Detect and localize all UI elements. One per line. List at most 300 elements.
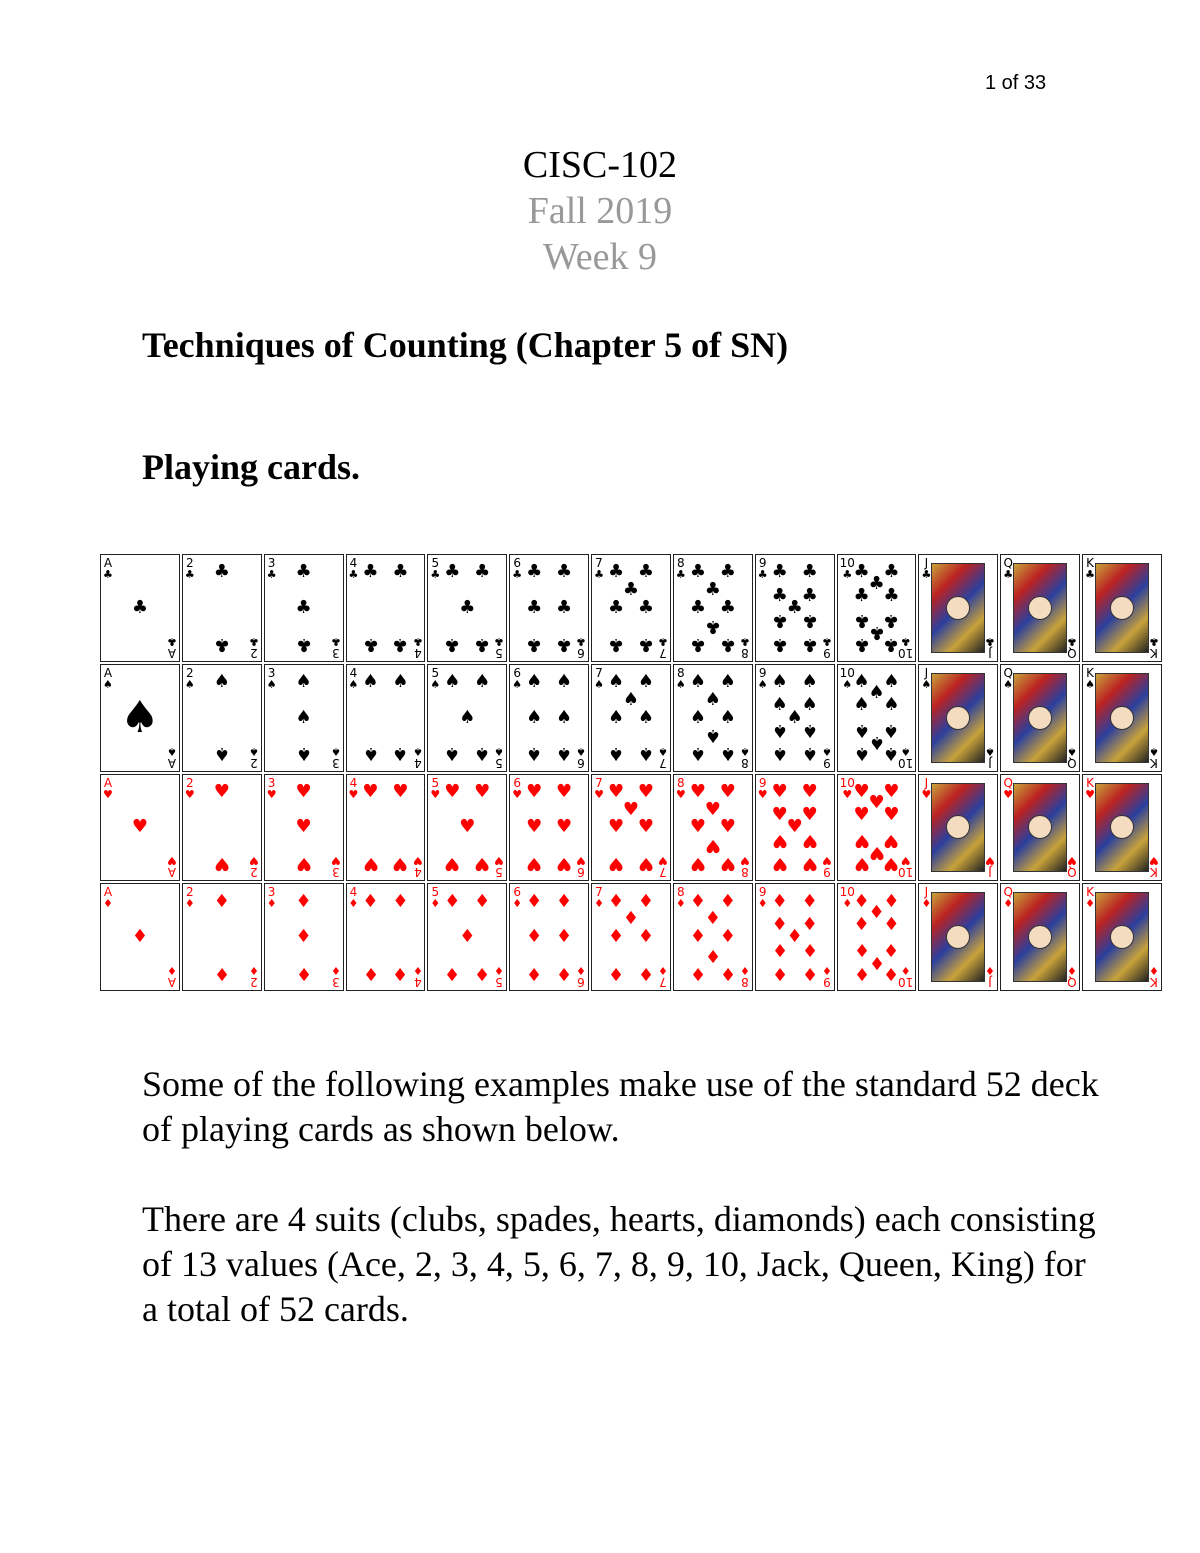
card-corner-index [1085,886,1095,910]
clubs-suit-icon: ♣ [103,568,113,581]
card-corner-index [185,777,195,801]
spades-pip-icon: ♠ [704,725,721,747]
card-pips [197,671,247,765]
diamonds-suit-icon: ♦ [494,964,505,977]
card-pips [279,561,329,655]
card-rank: K [1086,885,1095,900]
card-3-of-clubs [264,554,344,662]
card-rank: 3 [331,865,340,880]
card-rank: K [1150,755,1158,770]
card-pips [688,671,738,765]
clubs-pip-icon: ♣ [392,633,409,655]
card-rank: 4 [349,885,358,900]
card-ace-of-spades [100,664,180,772]
spades-suit-icon: ♠ [412,744,423,758]
hearts-pip-icon: ♥ [526,853,543,874]
spades-pip-icon: ♠ [853,743,870,765]
card-4-of-spades [346,664,426,772]
card-8-of-spades [673,664,753,772]
card-rank: 9 [758,665,767,680]
card-corner-index [430,886,440,910]
hearts-suit-icon: ♥ [103,787,113,801]
card-corner-index [921,886,931,910]
hearts-pip-icon: ♥ [295,853,312,874]
clubs-pip-icon: ♣ [801,610,818,632]
spades-pip-icon: ♠ [526,671,543,692]
card-corner-index [494,635,504,659]
spades-pip-icon: ♠ [801,671,818,692]
card-corner-index [512,777,522,801]
hearts-pip-icon: ♥ [459,816,476,838]
clubs-pip-icon: ♣ [607,633,625,655]
clubs-pip-icon: ♣ [853,633,870,655]
clubs-suit-icon: ♣ [900,634,911,648]
spades-pip-icon: ♠ [556,743,573,765]
clubs-pip-icon: ♣ [444,561,461,583]
hearts-pip-icon: ♥ [853,853,870,874]
card-corner-index [1067,964,1077,988]
card-pips [852,890,902,984]
hearts-suit-icon: ♥ [348,787,359,801]
card-corner-index [740,635,750,659]
card-pips [852,781,902,875]
card-corner-index [267,777,277,801]
clubs-pip-icon: ♣ [637,561,655,583]
card-pips [524,890,574,984]
card-rank: K [1150,865,1158,880]
king-face-illustration [1095,673,1149,763]
card-corner-index [740,745,750,769]
clubs-pip-icon: ♣ [295,561,312,583]
diamonds-suit-icon: ♦ [1003,897,1014,911]
diamonds-pip-icon: ♦ [883,939,900,961]
card-rank: 10 [898,755,914,770]
spades-suit-icon: ♠ [266,677,277,691]
diamonds-suit-icon: ♦ [248,964,259,977]
card-corner-index [494,964,504,988]
card-6-of-diamonds [509,883,589,991]
spades-pip-icon: ♠ [689,706,706,728]
card-rank: J [924,775,929,790]
card-corner-index [430,557,440,581]
king-face-illustration [1095,783,1149,873]
card-corner-index [676,777,686,801]
clubs-pip-icon: ♣ [719,633,736,655]
spades-pip-icon: ♠ [771,719,788,741]
card-pips [442,671,492,765]
card-rank: J [988,975,993,989]
card-7-of-clubs [591,554,671,662]
hearts-pip-icon: ♥ [444,780,461,802]
hearts-pip-icon: ♥ [853,804,870,826]
card-pips [524,561,574,655]
hearts-pip-icon: ♥ [213,853,230,874]
card-rank: 10 [839,556,855,570]
card-rank: 7 [659,645,667,660]
clubs-suit-icon: ♣ [1003,568,1014,581]
clubs-pip-icon: ♣ [556,596,573,618]
diamonds-pip-icon: ♦ [689,962,706,984]
clubs-suit-icon: ♣ [266,568,277,581]
king-face-illustration [1095,563,1149,653]
card-rank: 10 [898,645,914,660]
hearts-pip-icon: ♥ [801,780,818,802]
card-corner-index [898,854,913,878]
hearts-suit-icon: ♥ [757,787,768,801]
diamonds-pip-icon: ♦ [719,890,736,912]
spades-pip-icon: ♠ [556,671,573,692]
hearts-suit-icon: ♥ [248,854,259,868]
spades-pip-icon: ♠ [362,743,379,765]
clubs-pip-icon: ♣ [801,561,818,583]
spades-pip-icon: ♠ [883,743,900,765]
card-corner-index [103,777,113,801]
clubs-suit-icon: ♣ [348,568,359,581]
clubs-pip-icon: ♣ [883,633,900,655]
face-portrait-icon [946,815,970,839]
card-corner-index [740,854,750,878]
card-rank: 2 [249,755,258,770]
spades-pip-icon: ♠ [689,671,706,692]
card-pips [197,781,247,875]
clubs-pip-icon: ♣ [607,561,625,583]
hearts-suit-icon: ♥ [1067,854,1078,868]
face-portrait-icon [1110,706,1134,730]
card-rank: 10 [898,865,914,880]
clubs-pip-icon: ♣ [883,584,900,606]
spades-suit-icon: ♠ [900,744,911,758]
diamonds-suit-icon: ♦ [266,897,277,911]
card-corner-index [331,635,341,659]
hearts-suit-icon: ♥ [842,787,853,801]
diamonds-pip-icon: ♦ [771,939,788,961]
diamonds-pip-icon: ♦ [704,944,721,966]
hearts-suit-icon: ♥ [412,854,423,868]
diamonds-suit-icon: ♦ [985,964,996,977]
card-corner-index [822,964,832,988]
spades-pip-icon: ♠ [786,706,803,728]
clubs-suit-icon: ♣ [248,634,259,648]
jack-face-illustration [931,563,985,653]
clubs-pip-icon: ♣ [362,561,379,583]
card-rank: 4 [413,645,422,660]
card-corner-index [594,557,604,581]
card-8-of-hearts [673,774,753,882]
hearts-suit-icon: ♥ [430,787,441,801]
card-corner-index [594,777,604,801]
clubs-pip-icon: ♣ [526,633,543,655]
spades-pip-icon: ♠ [868,682,885,704]
diamonds-pip-icon: ♦ [213,890,230,912]
card-pips [770,671,820,765]
card-pips [279,890,329,984]
diamonds-pip-icon: ♦ [474,962,491,984]
card-rank: K [1150,975,1158,989]
diamonds-suit-icon: ♦ [184,897,195,911]
card-10-of-hearts [837,774,917,882]
clubs-pip-icon: ♣ [474,633,491,655]
clubs-pip-icon: ♣ [719,596,736,618]
hearts-suit-icon: ♥ [512,787,523,801]
clubs-pip-icon: ♣ [362,633,379,655]
clubs-pip-icon: ♣ [771,633,788,655]
spades-pip-icon: ♠ [801,694,818,716]
card-rank: 2 [185,665,194,680]
face-portrait-icon [1110,596,1134,620]
card-corner-index [594,667,604,691]
diamonds-pip-icon: ♦ [213,962,230,984]
diamonds-suit-icon: ♦ [330,964,341,977]
diamonds-suit-icon: ♦ [921,897,932,911]
card-rank: 5 [431,885,440,900]
card-queen-of-clubs [1000,554,1080,662]
hearts-suit-icon: ♥ [1149,854,1159,868]
clubs-pip-icon: ♣ [771,584,788,606]
king-face-illustration [1095,892,1149,982]
spades-pip-icon: ♠ [295,671,312,692]
hearts-pip-icon: ♥ [474,780,491,802]
card-corner-index [758,557,768,581]
card-corner-index [576,854,586,878]
queen-face-illustration [1013,563,1067,653]
clubs-pip-icon: ♣ [704,579,721,601]
card-corner-index [1067,635,1077,659]
card-rank: 5 [431,665,440,680]
hearts-pip-icon: ♥ [131,816,148,838]
clubs-suit-icon: ♣ [1149,634,1159,648]
spades-pip-icon: ♠ [474,743,491,765]
diamonds-pip-icon: ♦ [801,913,818,935]
card-pips [442,781,492,875]
card-rank: Q [1067,975,1077,989]
diamonds-suit-icon: ♦ [757,897,768,911]
spades-pip-icon: ♠ [556,706,573,728]
card-rank: 7 [595,556,603,570]
card-corner-index [676,557,686,581]
spades-pip-icon: ♠ [526,706,543,728]
card-rank: 3 [267,885,276,900]
spades-pip-icon: ♠ [474,671,491,692]
face-portrait-icon [1028,596,1052,620]
hearts-pip-icon: ♥ [607,780,625,802]
card-corner-index [1067,854,1077,878]
card-rank: 2 [185,556,194,570]
face-portrait-icon [946,925,970,949]
card-7-of-diamonds [591,883,671,991]
card-rank: 2 [249,645,258,660]
card-rank: A [167,645,177,660]
card-corner-index [103,557,113,581]
card-rank: J [988,645,993,660]
card-corner-index [1149,964,1159,988]
card-rank: A [103,665,113,680]
card-rank: 6 [513,885,521,900]
diamonds-pip-icon: ♦ [853,913,870,935]
card-rank: Q [1067,865,1077,880]
card-corner-index [921,667,931,691]
card-corner-index [267,667,277,691]
card-rank: 9 [758,775,767,790]
hearts-pip-icon: ♥ [526,780,543,802]
clubs-suit-icon: ♣ [842,568,853,581]
clubs-suit-icon: ♣ [166,634,177,648]
hearts-suit-icon: ♥ [675,787,686,801]
spades-pip-icon: ♠ [444,671,461,692]
hearts-pip-icon: ♥ [622,798,640,820]
card-rank: A [167,755,177,770]
diamonds-pip-icon: ♦ [853,939,870,961]
spades-pip-icon: ♠ [801,719,818,741]
card-rank: K [1150,645,1158,660]
spades-suit-icon: ♠ [348,677,359,691]
card-3-of-hearts [264,774,344,882]
card-rank: 4 [413,755,422,770]
card-rank: 8 [677,885,685,900]
card-corner-index [494,854,504,878]
face-portrait-icon [1028,815,1052,839]
card-rank: 8 [677,665,685,680]
card-rank: 9 [822,755,831,770]
clubs-pip-icon: ♣ [689,596,706,618]
card-corner-index [413,635,423,659]
card-2-of-spades [182,664,262,772]
clubs-suit-icon: ♣ [658,634,668,648]
diamonds-pip-icon: ♦ [362,890,379,912]
card-king-of-hearts [1082,774,1162,882]
spades-suit-icon: ♠ [658,744,668,758]
card-queen-of-hearts [1000,774,1080,882]
hearts-suit-icon: ♥ [166,854,177,868]
clubs-suit-icon: ♣ [1067,634,1078,648]
spades-pip-icon: ♠ [607,743,625,765]
spades-suit-icon: ♠ [1067,744,1078,758]
hearts-pip-icon: ♥ [689,853,706,874]
clubs-suit-icon: ♣ [494,634,505,648]
card-rank: 3 [331,645,340,660]
hearts-pip-icon: ♥ [853,829,870,851]
card-corner-index [512,557,522,581]
card-corner-index [167,745,177,769]
card-king-of-clubs [1082,554,1162,662]
diamonds-suit-icon: ♦ [739,964,750,977]
clubs-suit-icon: ♣ [821,634,832,648]
card-corner-index [249,964,259,988]
card-corner-index [758,777,768,801]
card-rank: J [924,885,929,900]
card-rank: J [988,865,993,880]
spades-pip-icon: ♠ [883,719,900,741]
spades-suit-icon: ♠ [512,677,523,691]
clubs-suit-icon: ♣ [184,568,195,581]
diamonds-pip-icon: ♦ [719,926,736,948]
spades-pip-icon: ♠ [853,719,870,741]
hearts-pip-icon: ♥ [392,780,409,802]
card-rank: 8 [741,865,749,880]
card-corner-index [898,964,913,988]
clubs-pip-icon: ♣ [213,633,230,655]
card-rank: 4 [349,775,358,790]
card-corner-index [103,667,113,691]
spades-suit-icon: ♠ [594,677,604,691]
clubs-pip-icon: ♣ [853,610,870,632]
card-rank: 4 [349,556,358,570]
jack-face-illustration [931,783,985,873]
clubs-pip-icon: ♣ [526,596,543,618]
card-corner-index [1003,886,1013,910]
hearts-suit-icon: ♥ [330,854,341,868]
diamonds-pip-icon: ♦ [295,926,312,948]
diamonds-pip-icon: ♦ [295,890,312,912]
clubs-pip-icon: ♣ [704,615,721,637]
card-pips [688,890,738,984]
card-rank: 3 [331,755,340,770]
spades-pip-icon: ♠ [213,671,230,692]
hearts-pip-icon: ♥ [362,780,379,802]
spades-suit-icon: ♠ [166,744,177,758]
diamonds-suit-icon: ♦ [412,964,423,977]
clubs-pip-icon: ♣ [392,561,409,583]
hearts-suit-icon: ♥ [594,787,604,801]
card-corner-index [249,745,259,769]
diamonds-pip-icon: ♦ [637,890,655,912]
spades-pip-icon: ♠ [719,671,736,692]
card-rank: 3 [267,665,276,680]
card-corner-index [331,854,341,878]
diamonds-suit-icon: ♦ [430,897,441,911]
card-corner-index [1003,557,1013,581]
diamonds-pip-icon: ♦ [689,890,706,912]
diamonds-pip-icon: ♦ [786,926,803,948]
card-rank: 3 [267,556,276,570]
card-corner-index [167,854,177,878]
diamonds-suit-icon: ♦ [821,964,832,977]
card-rank: 9 [758,556,767,570]
queen-face-illustration [1013,783,1067,873]
hearts-suit-icon: ♥ [985,854,996,868]
clubs-pip-icon: ♣ [868,572,885,594]
spades-pip-icon: ♠ [392,743,409,765]
card-corner-index [249,635,259,659]
card-pips [115,890,165,984]
hearts-pip-icon: ♥ [392,853,409,874]
clubs-suit-icon: ♣ [412,634,423,648]
card-10-of-spades [837,664,917,772]
card-king-of-spades [1082,664,1162,772]
jack-face-illustration [931,673,985,763]
card-rank: J [924,665,929,680]
diamonds-pip-icon: ♦ [556,926,573,948]
diamonds-pip-icon: ♦ [801,939,818,961]
spades-pip-icon: ♠ [607,671,625,692]
spades-pip-icon: ♠ [295,743,312,765]
clubs-pip-icon: ♣ [526,561,543,583]
card-pips [197,561,247,655]
card-corner-index [822,635,832,659]
card-corner-index [1067,745,1077,769]
hearts-pip-icon: ♥ [362,853,379,874]
card-corner-index [898,745,913,769]
card-2-of-hearts [182,774,262,882]
card-rank: Q [1067,645,1077,660]
card-pips [197,890,247,984]
card-corner-index [430,777,440,801]
spades-pip-icon: ♠ [607,706,625,728]
card-rank: 2 [249,865,258,880]
card-corner-index [185,557,195,581]
card-pips [688,561,738,655]
card-pips [442,561,492,655]
card-pips [115,561,165,655]
